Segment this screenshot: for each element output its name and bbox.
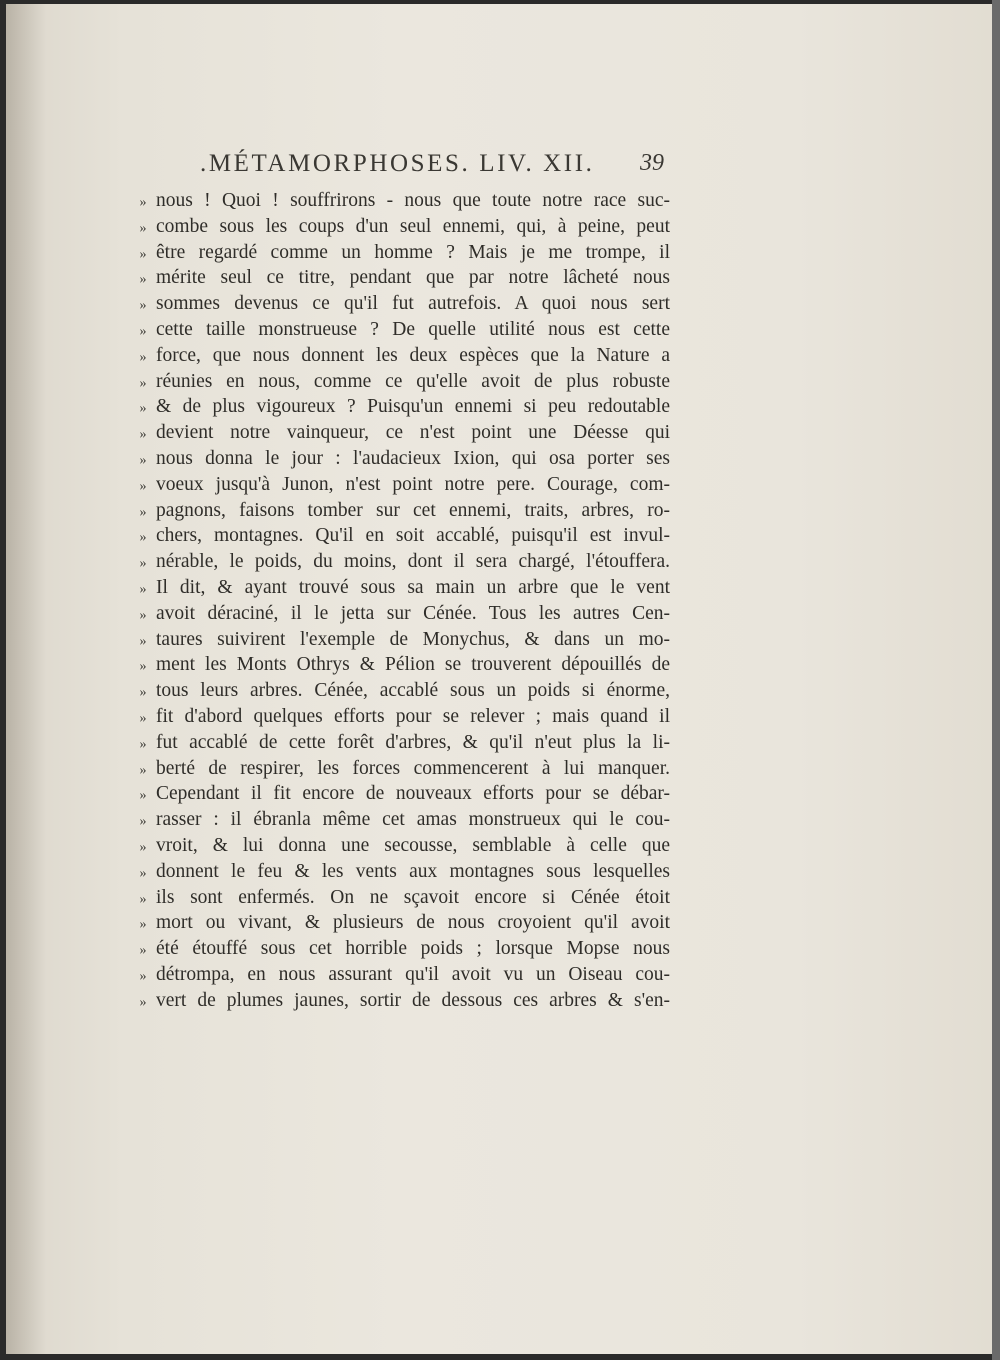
quotation-mark: »	[139, 788, 147, 804]
line-text: ils sont enfermés. On ne sçavoit encore si Cénée étoit	[156, 886, 670, 908]
text-line	[130, 472, 670, 498]
text-line	[130, 446, 670, 472]
quotation-mark: »	[139, 272, 147, 288]
line-text: réunies en nous, comme ce qu'elle avoit de plus robuste	[156, 370, 670, 392]
quotation-mark: »	[139, 427, 147, 443]
body-text	[130, 188, 670, 1014]
text-line	[130, 420, 670, 446]
text-line	[130, 781, 670, 807]
line-text: donnent le feu & les vents aux montagnes sous lesquelles	[156, 860, 670, 882]
text-line	[130, 265, 670, 291]
quotation-mark: »	[139, 814, 147, 830]
text-line	[130, 704, 670, 730]
text-line	[130, 214, 670, 240]
quotation-mark: »	[139, 195, 147, 210]
text-line	[130, 627, 670, 653]
quotation-mark: »	[139, 891, 147, 907]
quotation-mark: »	[139, 375, 147, 391]
text-line	[130, 343, 670, 369]
scan-edge	[992, 0, 1000, 1360]
line-text: cette taille monstrueuse ? De quelle utilité nous est cette	[156, 318, 670, 340]
quotation-mark: »	[139, 943, 147, 959]
line-text: taures suivirent l'exemple de Monychus, & dans un mo-	[156, 628, 670, 650]
quotation-mark: »	[139, 736, 147, 752]
line-text: chers, montagnes. Qu'il en soit accablé, puisqu'il est invul-	[156, 525, 670, 547]
line-text: vert de plumes jaunes, sortir de dessous ces arbres & s'en-	[156, 989, 670, 1011]
quotation-mark: »	[139, 530, 147, 546]
quotation-mark: »	[139, 220, 147, 236]
text-line	[130, 807, 670, 833]
quotation-mark: »	[139, 323, 147, 339]
text-line	[130, 936, 670, 962]
text-line	[130, 652, 670, 678]
line-text: sommes devenus ce qu'il fut autrefois. A quoi nous sert	[156, 293, 670, 315]
text-line	[130, 317, 670, 343]
line-text: nérable, le poids, du moins, dont il sera chargé, l'étouffera.	[156, 551, 670, 573]
line-text: avoit déraciné, il le jetta sur Cénée. Tous les autres Cen-	[156, 602, 670, 624]
quotation-mark: »	[139, 968, 147, 984]
quotation-mark: »	[139, 633, 147, 649]
line-text: détrompa, en nous assurant qu'il avoit vu un Oiseau cou-	[156, 963, 670, 985]
text-line	[130, 910, 670, 936]
text-line	[130, 859, 670, 885]
page-number: 39	[640, 150, 664, 176]
text-line	[130, 730, 670, 756]
line-text: berté de respirer, les forces commencerent à lui manquer.	[156, 757, 670, 779]
quotation-mark: »	[139, 917, 147, 933]
line-text: Cependant il fit encore de nouveaux efforts pour se débar-	[156, 783, 670, 805]
text-line	[130, 188, 670, 214]
text-line	[130, 962, 670, 988]
quotation-mark: »	[139, 246, 147, 262]
text-line	[130, 394, 670, 420]
line-text: nous ! Quoi ! souffrirons - nous que toute notre race suc-	[156, 190, 670, 211]
quotation-mark: »	[139, 452, 147, 468]
quotation-mark: »	[139, 659, 147, 675]
quotation-mark: »	[139, 762, 147, 778]
quotation-mark: »	[139, 401, 147, 417]
quotation-mark: »	[139, 504, 147, 520]
line-text: être regardé comme un homme ? Mais je me trompe, il	[156, 241, 670, 263]
line-text: nous donna le jour : l'audacieux Ixion, qui osa porter ses	[156, 447, 670, 469]
line-text: pagnons, faisons tomber sur cet ennemi, traits, arbres, ro-	[156, 499, 670, 521]
text-line	[130, 678, 670, 704]
text-line	[130, 885, 670, 911]
text-line	[130, 498, 670, 524]
running-title: .MÉTAMORPHOSES. LIV. XII.	[200, 150, 595, 177]
text-line	[130, 756, 670, 782]
gutter-shadow	[6, 4, 46, 1354]
quotation-mark: »	[139, 607, 147, 623]
page-header	[200, 150, 670, 184]
text-line	[130, 833, 670, 859]
line-text: & de plus vigoureux ? Puisqu'un ennemi si peu redoutable	[156, 396, 670, 418]
line-text: fut accablé de cette forêt d'arbres, & qu'il n'eut plus la li-	[156, 731, 670, 753]
line-text: Il dit, & ayant trouvé sous sa main un arbre que le vent	[156, 576, 670, 598]
quotation-mark: »	[139, 994, 147, 1010]
quotation-mark: »	[139, 556, 147, 572]
line-text: force, que nous donnent les deux espèces que la Nature a	[156, 344, 670, 366]
line-text: été étouffé sous cet horrible poids ; lorsque Mopse nous	[156, 938, 670, 960]
text-line	[130, 240, 670, 266]
text-line	[130, 549, 670, 575]
line-text: vroit, & lui donna une secousse, semblable à celle que	[156, 834, 670, 856]
quotation-mark: »	[139, 685, 147, 701]
text-line	[130, 988, 670, 1014]
text-line	[130, 369, 670, 395]
line-text: voeux jusqu'à Junon, n'est point notre pere. Courage, com-	[156, 473, 670, 495]
line-text: ment les Monts Othrys & Pélion se trouverent dépouillés de	[156, 654, 670, 676]
text-line	[130, 291, 670, 317]
quotation-mark: »	[139, 478, 147, 494]
quotation-mark: »	[139, 298, 147, 314]
line-text: mérite seul ce titre, pendant que par notre lâcheté nous	[156, 267, 670, 289]
text-line	[130, 575, 670, 601]
text-line	[130, 523, 670, 549]
text-line	[130, 601, 670, 627]
line-text: rasser : il ébranla même cet amas monstrueux qui le cou-	[156, 809, 670, 831]
line-text: combe sous les coups d'un seul ennemi, qui, à peine, peut	[156, 215, 670, 237]
quotation-mark: »	[139, 581, 147, 597]
quotation-mark: »	[139, 349, 147, 365]
line-text: tous leurs arbres. Cénée, accablé sous un poids si énorme,	[156, 680, 670, 702]
quotation-mark: »	[139, 839, 147, 855]
line-text: devient notre vainqueur, ce n'est point une Déesse qui	[156, 422, 670, 444]
quotation-mark: »	[139, 865, 147, 881]
line-text: fit d'abord quelques efforts pour se relever ; mais quand il	[156, 705, 670, 727]
line-text: mort ou vivant, & plusieurs de nous croyoient qu'il avoit	[156, 912, 670, 934]
quotation-mark: »	[139, 710, 147, 726]
